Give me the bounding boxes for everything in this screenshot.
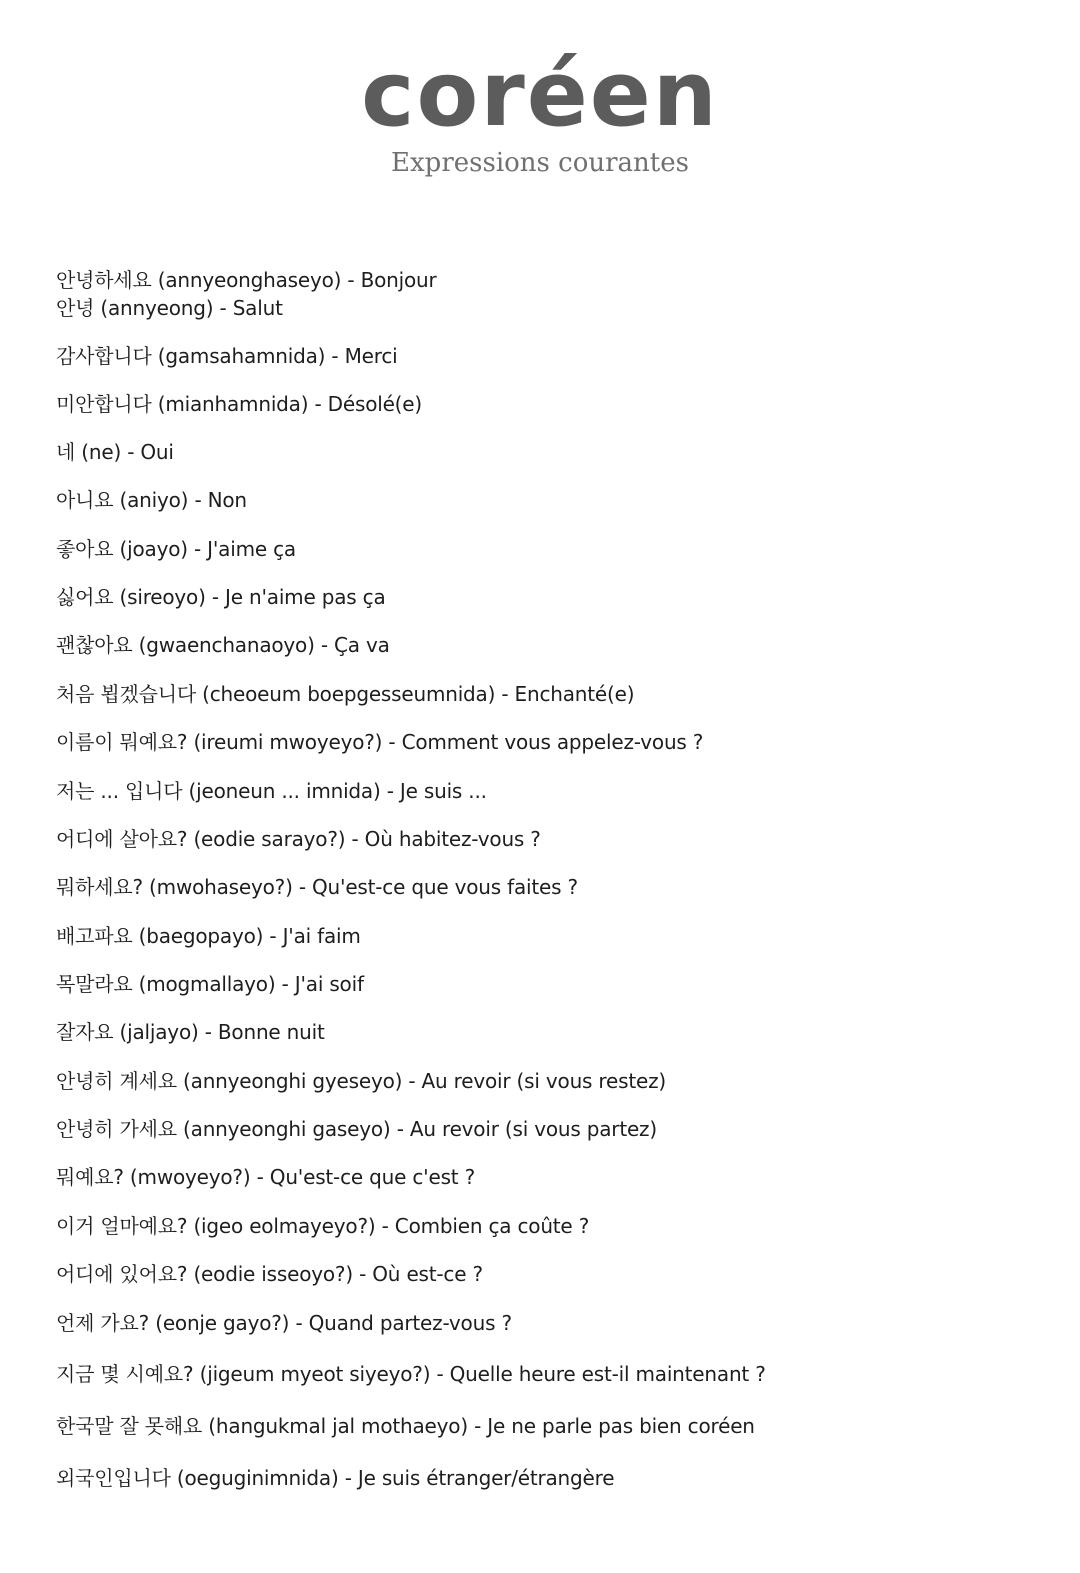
phrase-item: 잘자요 (jaljayo) - Bonne nuit xyxy=(56,1020,325,1044)
phrase-item: 언제 가요? (eonje gayo?) - Quand partez-vous ? xyxy=(56,1311,512,1335)
phrase-item: 미안합니다 (mianhamnida) - Désolé(e) xyxy=(56,392,422,416)
phrase-item: 이름이 뭐예요? (ireumi mwoyeyo?) - Comment vous appelez-vous ? xyxy=(56,730,704,754)
phrase-item: 한국말 잘 못해요 (hangukmal jal mothaeyo) - Je ne parle pas bien coréen xyxy=(56,1414,755,1438)
phrase-item: 어디에 있어요? (eodie isseoyo?) - Où est-ce ? xyxy=(56,1262,483,1286)
phrase-item: 목말라요 (mogmallayo) - J'ai soif xyxy=(56,972,364,996)
phrase-item: 어디에 살아요? (eodie sarayo?) - Où habitez-vous ? xyxy=(56,827,541,851)
phrase-item: 배고파요 (baegopayo) - J'ai faim xyxy=(56,924,361,948)
phrase-item: 안녕하세요 (annyeonghaseyo) - Bonjour xyxy=(56,268,437,292)
phrase-item: 감사합니다 (gamsahamnida) - Merci xyxy=(56,344,398,368)
page-title: coréen xyxy=(361,42,719,147)
phrase-item: 아니요 (aniyo) - Non xyxy=(56,488,247,512)
phrase-item: 처음 뵙겠습니다 (cheoeum boepgesseumnida) - Enchanté(e) xyxy=(56,682,635,706)
phrase-item: 네 (ne) - Oui xyxy=(56,440,174,464)
phrase-item: 싫어요 (sireoyo) - Je n'aime pas ça xyxy=(56,585,386,609)
phrase-item: 안녕히 계세요 (annyeonghi gyeseyo) - Au revoir (si vous restez) xyxy=(56,1069,666,1093)
phrase-item: 괜찮아요 (gwaenchanaoyo) - Ça va xyxy=(56,633,390,657)
phrase-item: 이거 얼마예요? (igeo eolmayeyo?) - Combien ça coûte ? xyxy=(56,1214,590,1238)
phrase-item: 안녕히 가세요 (annyeonghi gaseyo) - Au revoir (si vous partez) xyxy=(56,1117,657,1141)
phrase-item: 지금 몇 시예요? (jigeum myeot siyeyo?) - Quelle heure est-il maintenant ? xyxy=(56,1362,766,1386)
phrase-item: 저는 ... 입니다 (jeoneun ... imnida) - Je suis ... xyxy=(56,779,487,803)
phrase-item: 뭐하세요? (mwohaseyo?) - Qu'est-ce que vous faites ? xyxy=(56,875,578,899)
phrase-item: 좋아요 (joayo) - J'aime ça xyxy=(56,537,296,561)
phrase-item: 외국인입니다 (oeguginimnida) - Je suis étranger/étrangère xyxy=(56,1466,615,1490)
page-subtitle: Expressions courantes xyxy=(391,148,689,178)
phrase-item: 뭐예요? (mwoyeyo?) - Qu'est-ce que c'est ? xyxy=(56,1165,475,1189)
phrase-item: 안녕 (annyeong) - Salut xyxy=(56,296,283,320)
